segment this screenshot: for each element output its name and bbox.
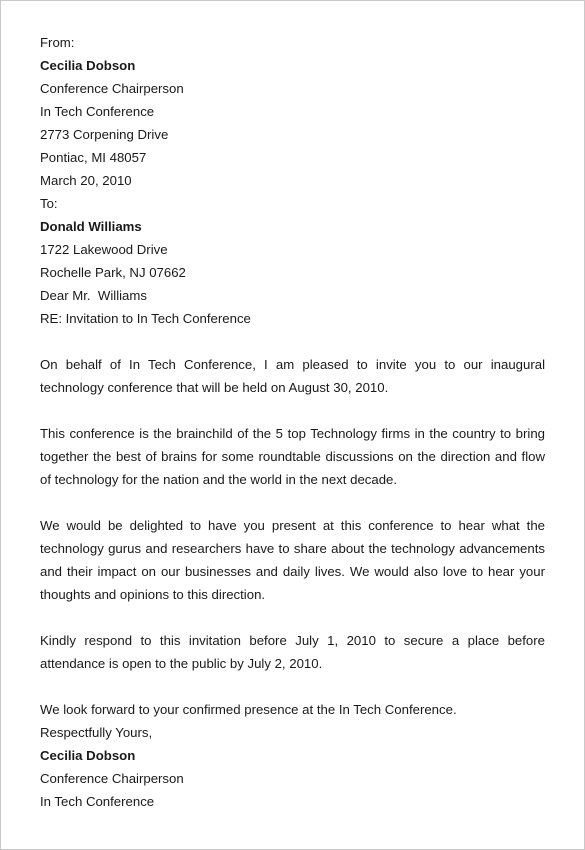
letter-body <box>40 31 545 813</box>
valediction: Respectfully Yours, <box>40 725 153 740</box>
spacer <box>40 330 545 353</box>
subject-line: RE: Invitation to In Tech Conference <box>40 311 251 326</box>
recipient-city-state-zip: Rochelle Park, NJ 07662 <box>40 265 186 280</box>
sender-title: Conference Chairperson <box>40 81 184 96</box>
to-label: To: <box>40 196 58 211</box>
recipient-name: Donald Williams <box>40 219 142 234</box>
from-label: From: <box>40 35 75 50</box>
body-paragraph-4: Kindly respond to this invitation before July 1, 2010 to secure a place before attendance is open to the public by July 2, 2010. <box>40 633 545 671</box>
signature-title: Conference Chairperson <box>40 771 184 786</box>
sender-city-state-zip: Pontiac, MI 48057 <box>40 150 147 165</box>
spacer <box>40 491 545 514</box>
salutation: Dear Mr. Williams <box>40 288 147 303</box>
signature-name: Cecilia Dobson <box>40 748 136 763</box>
body-paragraph-2: This conference is the brainchild of the 5 top Technology firms in the country to bring together the best of brains for some roundtable discussions on the direction and flow of technology for the nation and the world in the next decade. <box>40 426 545 487</box>
spacer <box>40 606 545 629</box>
signature-organization: In Tech Conference <box>40 794 155 809</box>
letter-date: March 20, 2010 <box>40 173 132 188</box>
sender-street: 2773 Corpening Drive <box>40 127 169 142</box>
sender-name: Cecilia Dobson <box>40 58 136 73</box>
spacer <box>40 675 545 698</box>
recipient-street: 1722 Lakewood Drive <box>40 242 168 257</box>
body-paragraph-1: On behalf of In Tech Conference, I am pleased to invite you to our inaugural technology conference that will be held on August 30, 2010. <box>40 357 545 395</box>
spacer <box>40 399 545 422</box>
sender-organization: In Tech Conference <box>40 104 155 119</box>
body-paragraph-3: We would be delighted to have you present at this conference to hear what the technology gurus and researchers have to share about the technology advancements and their impact on our businesses and daily lives. We would also love to hear your thoughts and opinions to this direction. <box>40 518 545 602</box>
closing-line: We look forward to your confirmed presence at the In Tech Conference. <box>40 702 457 717</box>
